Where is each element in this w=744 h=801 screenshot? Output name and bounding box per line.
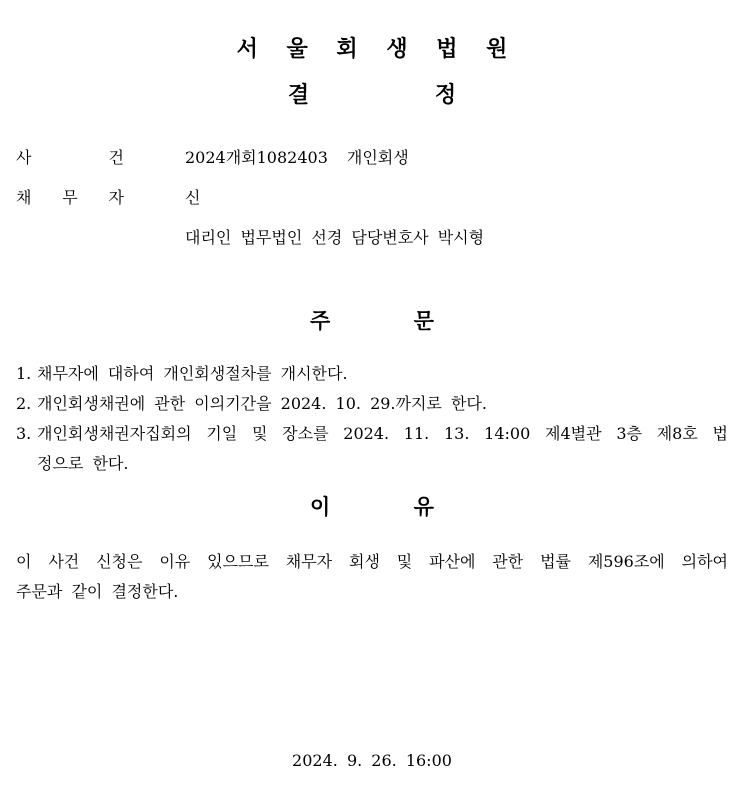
document-title: 결 정 — [287, 83, 457, 108]
order-item — [16, 419, 728, 479]
debtor-name: 신 — [185, 188, 201, 207]
order-item-body — [37, 359, 728, 389]
reason-line: 주문과 같이 결정한다. — [16, 582, 179, 601]
case-number: 2024개회1082403 — [185, 148, 328, 167]
decision-datetime: 2024. 9. 26. 16:00 — [292, 751, 452, 770]
case-label: 사 건 — [16, 148, 124, 167]
case-info — [16, 148, 728, 248]
reason-heading: 이 유 — [310, 495, 434, 519]
order-item-text-continued: 정으로 한다. — [37, 454, 129, 473]
debtor-row — [16, 188, 728, 208]
case-value — [185, 148, 409, 168]
order-item — [16, 359, 728, 389]
case-type: 개인회생 — [346, 148, 409, 167]
reason-line: 이 사건 신청은 이유 있으므로 채무자 회생 및 파산에 관한 법률 제596조에 의하여 — [16, 552, 728, 571]
order-item-text: 개인회생채권자집회의 기일 및 장소를 2024. 11. 13. 14:00 제4별관 3층 제8호 법 — [37, 424, 728, 443]
case-row — [16, 148, 728, 168]
representative-line: 대리인 법무법인 선경 담당변호사 박시형 — [185, 228, 485, 247]
order-heading: 주 문 — [310, 309, 434, 333]
order-item-number: 1. — [16, 364, 32, 383]
reason-text — [16, 547, 728, 607]
debtor-label: 채 무 자 — [16, 188, 124, 207]
empty-label — [16, 228, 124, 248]
order-item-body — [37, 389, 728, 419]
order-item-text: 채무자에 대하여 개인회생절차를 개시한다. — [37, 364, 348, 383]
order-item-body — [37, 419, 728, 479]
order-list — [16, 359, 728, 479]
order-item — [16, 389, 728, 419]
order-item-number: 2. — [16, 394, 32, 413]
order-item-text: 개인회생채권에 관한 이의기간을 2024. 10. 29.까지로 한다. — [37, 394, 487, 413]
order-item-number: 3. — [16, 424, 32, 443]
court-name: 서 울 회 생 법 원 — [236, 37, 508, 62]
representative-row — [16, 228, 728, 248]
